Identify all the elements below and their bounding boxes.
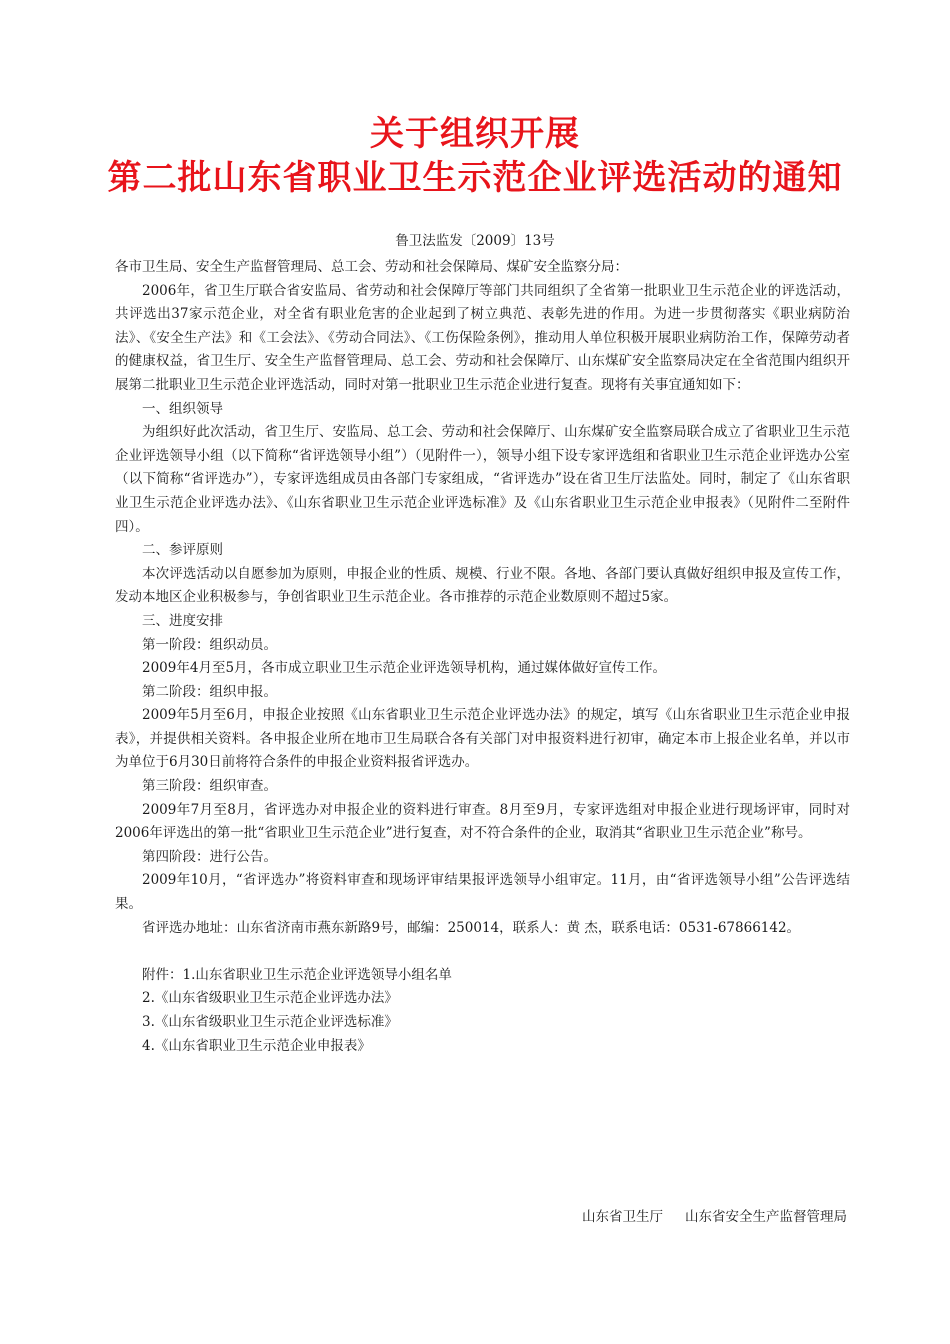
document-title-line1: 关于组织开展 xyxy=(370,114,580,154)
intro-paragraph: 2006年，省卫生厅联合省安监局、省劳动和社会保障厅等部门共同组织了全省第一批职业卫生示范企业的评选活动，共评选出37家示范企业，对全省有职业危害的企业起到了树立典范、表彰先进的作用。为进一步贯彻落实《职业病防治法》、《安全生产法》和《工会法》、《劳动合同法》、《工伤保险条例》，推动用人单位积极开展职业病防治工作，保障劳动者的健康权益，省卫生厅、安全生产监督管理局、总工会、劳动和社会保障厅、山东煤矿安全监察局决定在全省范围内组织开展第二批职业卫生示范企业评选活动，同时对第一批职业卫生示范企业进行复查。现将有关事宜通知如下： xyxy=(115,282,850,393)
issuer-safety-bureau: 山东省安全生产监督管理局 xyxy=(685,1209,847,1225)
document-body xyxy=(115,256,850,1058)
stage1-heading: 第一阶段：组织动员。 xyxy=(142,636,277,653)
addressee: 各市卫生局、安全生产监督管理局、总工会、劳动和社会保障局、煤矿安全监察分局： xyxy=(115,259,628,275)
stage3-heading: 第三阶段：组织审查。 xyxy=(142,778,277,795)
attachment-item: 附件：1.山东省职业卫生示范企业评选领导小组名单 xyxy=(142,966,452,983)
contact-info: 省评选办地址：山东省济南市燕东新路9号，邮编：250014，联系人：黄 杰，联系电话：0531-67866142。 xyxy=(142,919,801,936)
spacer xyxy=(115,940,850,964)
section-text-organization: 为组织好此次活动，省卫生厅、安监局、总工会、劳动和社会保障厅、山东煤矿安全监察局联合成立了省职业卫生示范企业评选领导小组（以下简称“省评选领导小组”）（见附件一），领导小组下设专家评选组和省职业卫生示范企业评选办公室（以下简称“省评选办”），专家评选组成员由各部门专家组成，“省评选办”设在省卫生厅法监处。同时，制定了《山东省职业卫生示范企业评选办法》、《山东省职业卫生示范企业评选标准》及《山东省职业卫生示范企业申报表》（见附件二至附件四）。 xyxy=(115,424,850,535)
issuer-health-department: 山东省卫生厅 xyxy=(582,1209,663,1225)
stage2-heading: 第二阶段：组织申报。 xyxy=(142,683,277,700)
section-heading-principles: 二、参评原则 xyxy=(142,542,223,559)
attachment-item: 2.《山东省级职业卫生示范企业评选办法》 xyxy=(142,990,398,1007)
stage3-text: 2009年7月至8月，省评选办对申报企业的资料进行审查。8月至9月，专家评选组对申报企业进行现场评审，同时对2006年评选出的第一批“省职业卫生示范企业”进行复查，对不符合条件的企业，取消其“省职业卫生示范企业”称号。 xyxy=(115,801,850,842)
attachment-item: 4.《山东省职业卫生示范企业申报表》 xyxy=(142,1037,371,1054)
issuer-signature xyxy=(582,1206,847,1228)
section-heading-organization: 一、组织领导 xyxy=(142,400,223,417)
document-title-line2: 第二批山东省职业卫生示范企业评选活动的通知 xyxy=(107,158,843,198)
stage4-text: 2009年10月，“省评选办”将资料审查和现场评审结果报评选领导小组审定。11月，由“省评选领导小组”公告评选结果。 xyxy=(115,872,850,913)
section-text-principles: 本次评选活动以自愿参加为原则，申报企业的性质、规模、行业不限。各地、各部门要认真做好组织申报及宣传工作，发动本地区企业积极参与，争创省职业卫生示范企业。各市推荐的示范企业数原则不超过5家。 xyxy=(115,565,850,606)
stage2-text: 2009年5月至6月，申报企业按照《山东省职业卫生示范企业评选办法》的规定，填写《山东省职业卫生示范企业申报表》，并提供相关资料。各申报企业所在地市卫生局联合各有关部门对申报资料进行初审，确定本市上报企业名单，并以市为单位于6月30日前将符合条件的申报企业资料报省评选办。 xyxy=(115,707,850,771)
stage4-heading: 第四阶段：进行公告。 xyxy=(142,848,277,865)
stage1-text: 2009年4月至5月，各市成立职业卫生示范企业评选领导机构，通过媒体做好宣传工作。 xyxy=(142,660,667,677)
document-number: 鲁卫法监发〔2009〕13号 xyxy=(395,233,555,249)
section-heading-schedule: 三、进度安排 xyxy=(142,612,223,629)
attachment-item: 3.《山东省级职业卫生示范企业评选标准》 xyxy=(142,1014,398,1030)
